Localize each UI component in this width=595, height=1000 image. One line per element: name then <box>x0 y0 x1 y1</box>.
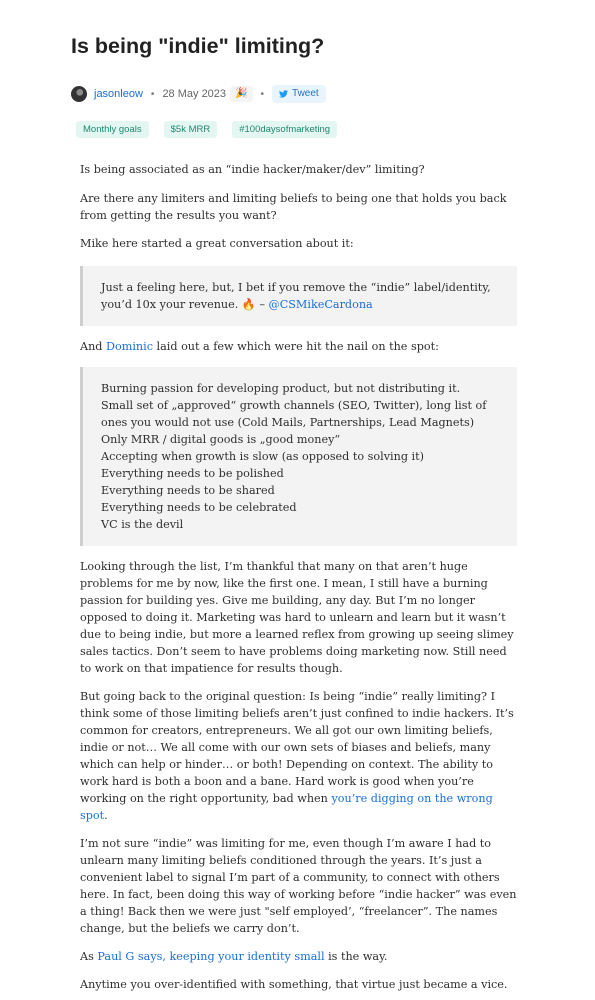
text: But going back to the original question: Is being “indie” really limiting? I think some of those limiting beliefs aren’t just confined to indie hackers. It’s common for creators, entrepreneurs. We all got our own limiting beliefs, indie or not… We all come with our own sets of biases and beliefs, many which can help or hinder… or both! Depending on context. The ability to work hard is both a boon and a bane. Hard work is good when you’re working on the right opportunity, bad when <box>80 690 514 805</box>
post-title: Is being "indie" limiting? <box>71 34 325 58</box>
quote-line: Everything needs to be celebrated <box>101 501 297 514</box>
dominic-link[interactable]: Dominic <box>106 340 153 353</box>
tag-100daysofmarketing[interactable]: #100daysofmarketing <box>232 121 337 138</box>
text: is the way. <box>324 950 388 963</box>
meta-separator: • <box>150 88 155 100</box>
twitter-bird-icon <box>279 90 288 98</box>
meta-separator: • <box>260 88 265 100</box>
tag-monthly-goals[interactable]: Monthly goals <box>76 121 149 138</box>
post-date: 28 May 2023 <box>162 88 227 100</box>
quote-line: Everything needs to be polished <box>101 467 284 480</box>
paragraph: Mike here started a great conversation about it: <box>80 237 354 250</box>
paragraph <box>80 338 517 355</box>
tag-5k-mrr[interactable]: $5k MRR <box>164 121 218 138</box>
author-link[interactable]: jasonleow <box>94 88 143 100</box>
post-meta <box>71 85 326 103</box>
paragraph <box>80 688 517 824</box>
post-body <box>80 160 517 993</box>
paragraph: Anytime you over-identified with something, that virtue just became a vice. <box>80 978 508 991</box>
blockquote-dominic <box>80 367 517 546</box>
tweet-button[interactable] <box>272 85 326 103</box>
mention-link[interactable]: @CSMikeCardona <box>268 298 373 311</box>
quote-line: Everything needs to be shared <box>101 484 275 497</box>
tweet-label: Tweet <box>292 88 319 99</box>
text: As <box>80 950 98 963</box>
paragraph: I’m not sure “indie” was limiting for me, even though I’m aware I had to unlearn many limiting beliefs conditioned through the years. It’s just a convenient label to signal I’m part of a community, to connect with others here. In fact, been doing this way of working before “indie hacker” was even a thing! Back then we were just "self employed’, “freelancer”. The names change, but the beliefs we carry don’t. <box>80 837 517 935</box>
paragraph <box>80 948 517 965</box>
quote-line: Small set of „approved“ growth channels (SEO, Twitter), long list of ones you would not use (Cold Mails, Partnerships, Lead Magnets) <box>101 399 487 429</box>
paul-g-link[interactable]: Paul G says, keeping your identity small <box>97 950 325 963</box>
quote-line: Accepting when growth is slow (as opposed to solving it) <box>101 450 425 463</box>
author-avatar[interactable] <box>71 86 87 102</box>
text: laid out a few which were hit the nail on the spot: <box>152 340 439 353</box>
quote-line: VC is the devil <box>101 518 184 531</box>
blockquote-mike <box>80 266 517 326</box>
paragraph: Are there any limiters and limiting beliefs to being one that holds you back from getting the results you want? <box>80 192 507 222</box>
quote-line: Just a feeling here, but, I bet if you remove the “indie” label/identity, <box>101 281 491 294</box>
paragraph: Looking through the list, I’m thankful that many on that aren’t huge problems for me by now, like the first one. I mean, I still have a burning passion for building yes. Give me building, any day. But I’m no longer opposed to doing it. Marketing was hard to unlearn and learn but it wasn’t due to being indie, but more a learned reflex from growing up seeing slimey sales tactics. Don’t seem to have problems doing marketing now. Still need to work on that impatience for results though. <box>80 560 514 675</box>
paragraph: Is being associated as an “indie hacker/maker/dev” limiting? <box>80 163 425 176</box>
quote-line: Only MRR / digital goods is „good money“ <box>101 433 341 446</box>
reaction-button[interactable]: 🎉 <box>230 86 252 102</box>
text: . <box>104 809 108 822</box>
quote-line <box>101 296 507 313</box>
quote-text: you’d 10x your revenue. 🔥 – <box>101 298 269 311</box>
quote-line: Burning passion for developing product, but not distributing it. <box>101 382 461 395</box>
text: And <box>80 340 107 353</box>
wrong-spot-link[interactable]: you’re digging on the wrong spot <box>80 792 493 822</box>
tag-list <box>76 121 352 138</box>
